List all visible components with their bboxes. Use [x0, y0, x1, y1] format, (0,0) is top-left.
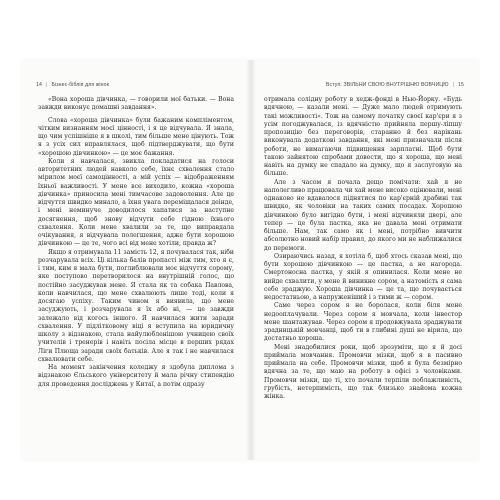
header-separator: | [452, 82, 455, 88]
page-number: 14 [36, 82, 42, 88]
page-number: 15 [458, 82, 464, 88]
header-separator: | [45, 82, 48, 88]
paragraph: Саме через сором я не боролася, коли біля мене недооплачували. Через сором я мовчала, коли інвестор мене шантажував. Через сором я продовжувала зраджувати зрадницькій мовчанці, щоб ти в глибині душі не вірила, що достатньо хороша. [264, 302, 462, 343]
right-running-head [264, 82, 464, 88]
left-body-text [38, 96, 234, 389]
paragraph: Якщо я отримувала 11 замість 12, я почувалася так, ніби розчарувала всіх. Ці кілька балів пропасті між тим, хто я є, і тим, ким я мала бути, поглиблювали моє відчуття сорому, яке поступово перетворилося на внутрішній голос, що постійно засуджував мене. Я стала як та собака Павлова, коли навчилася, що мене схвалюють лише тоді, коли я досягаю успіху. Таким чином я виявила, що мене засуджують, і розчарувала я їх або ні, — це завжди залежало від когось іншого. Я навчилася жити заради схвалення. У підлітковому віці я вступила на юридичну школу з відзнакою, стала найулюбленішою учницею своїх учителів і тренерів і навіть посіла місце в перших рядах Ліги Плюща заради своїх батьків. Але я так і не навчилася схвалювати себе. [38, 248, 234, 363]
left-page [22, 60, 250, 460]
left-running-head [36, 82, 236, 88]
paragraph: отримала солідну роботу в хедж-фонді в Нью-Йорку. «Будь вдячною, — казали мені. — Дуже мало людей отримують такі можливості». Тож на самому початку своєї кар'єри я з усім погоджувалася, із вдячністю прийняла першу-ліпшу пропозицію без переговорів, старанно й без нарікань виконувала додаткові завдання, які мені призначали після роботи, не вимагаючи підвищення зарплатні. Щоб бути такою зайнятою спробами довести, що я хороша, що мені навіть на думку не спадало на думку, що я заслуговую на більше. [264, 96, 462, 178]
right-body-text [264, 96, 462, 401]
paragraph: Мені знадобилися роки, щоб зрозуміти, що я й досі приймала мовчання. Промовчи мізки, щоб я в пасивно приймала на себе. Промовчи мізки, щоб я була безмірно вдячна за те, що маю на роботу в офісі з чоловіками. Промовчи мізки, що ті, хто почали терпіли поблажливість, грубість, нетерпимість, що так близько знайома кожна жінка. [264, 343, 462, 400]
book-spread [22, 60, 478, 460]
paragraph: Коли я навчалася, звикла покладатися на голоси авторитетних людей навколо себе, їхнє схвалення стало мірилом моєї самоцінності, а мій успіх — відображенням їхньої важливості. У мене все виходило, кожна «хороша дівчинка» приносила мені тимчасове задоволення. Але це відчуття швидко минало, а їхня увага переміщалася деінде, і мені неминуче доводилося хапатися за наступне досягнення, щоб знову відчути себе гідною їхнього схвалення. Коли мене хвалили за те, що виправдала очікування, я відчувала полегшення, адже бути хорошою дівчинкою — це те, чого всі від мене хотіли, правда ж? [38, 157, 234, 248]
header-title: Вступ. ЗВІЛЬНИ СВОЮ ВНУТРІШНЮ ВОВЧИЦЮ [326, 82, 449, 88]
paragraph: Але з часом я почала дещо помічати: хай я не наполегливо працювала чи хай мене високо оцінювали, мені однаково не вдавалося піднятися по кар'єрній драбині так швидко, як чоловіки на таких самих посадах. Хорошою дівчинкою було вигідно бути, і мені відчиняли двері, але тепер — це була пастка, яка не давала мені отримати більше. Нам, так само як і мені, потрібно вивчити абсолютно новий набір правил, до якого ми не наближалися до перемоги. [264, 178, 462, 252]
paragraph: «Вона хороша дівчинка, — говорили мої батьки. — Вона завжди виконує домашні завдання». [38, 96, 234, 112]
paragraph: Озираючись назад, я хотіла б, щоб хтось сказав мені, що бути хорошою дівчинкою — це пастка, а не нагорода. Смертоносна пастка, у якій я опинилася. Коли мене не вийде схвалити, у мене й виникне сором, а натомість я сама себе зраджую. Хороша дівчинка — це та, що почувається недостатньою, а напруженіший і з тими ж — сором. [264, 252, 462, 301]
header-title: Бізнес-біблія для жінок [51, 82, 109, 88]
paragraph: Слова «хороша дівчинка» були бажаним компліментом, чітким визнанням моєї цінності, і я це відчувала. Я знала, що чим успішніше я в школі, тим більше мене цінують. Тож я з усіх сил вправлялася, щоб підтверджувати, що бути «хорошою дівчинкою» — це моє бажання. [38, 116, 234, 157]
right-page [250, 60, 478, 460]
paragraph: На момент закінчення коледжу я здобула диплома з відзнакою Єльського університету й мала річну стипендію для проведення досліджень у Китаї, а потім одразу [38, 364, 234, 388]
